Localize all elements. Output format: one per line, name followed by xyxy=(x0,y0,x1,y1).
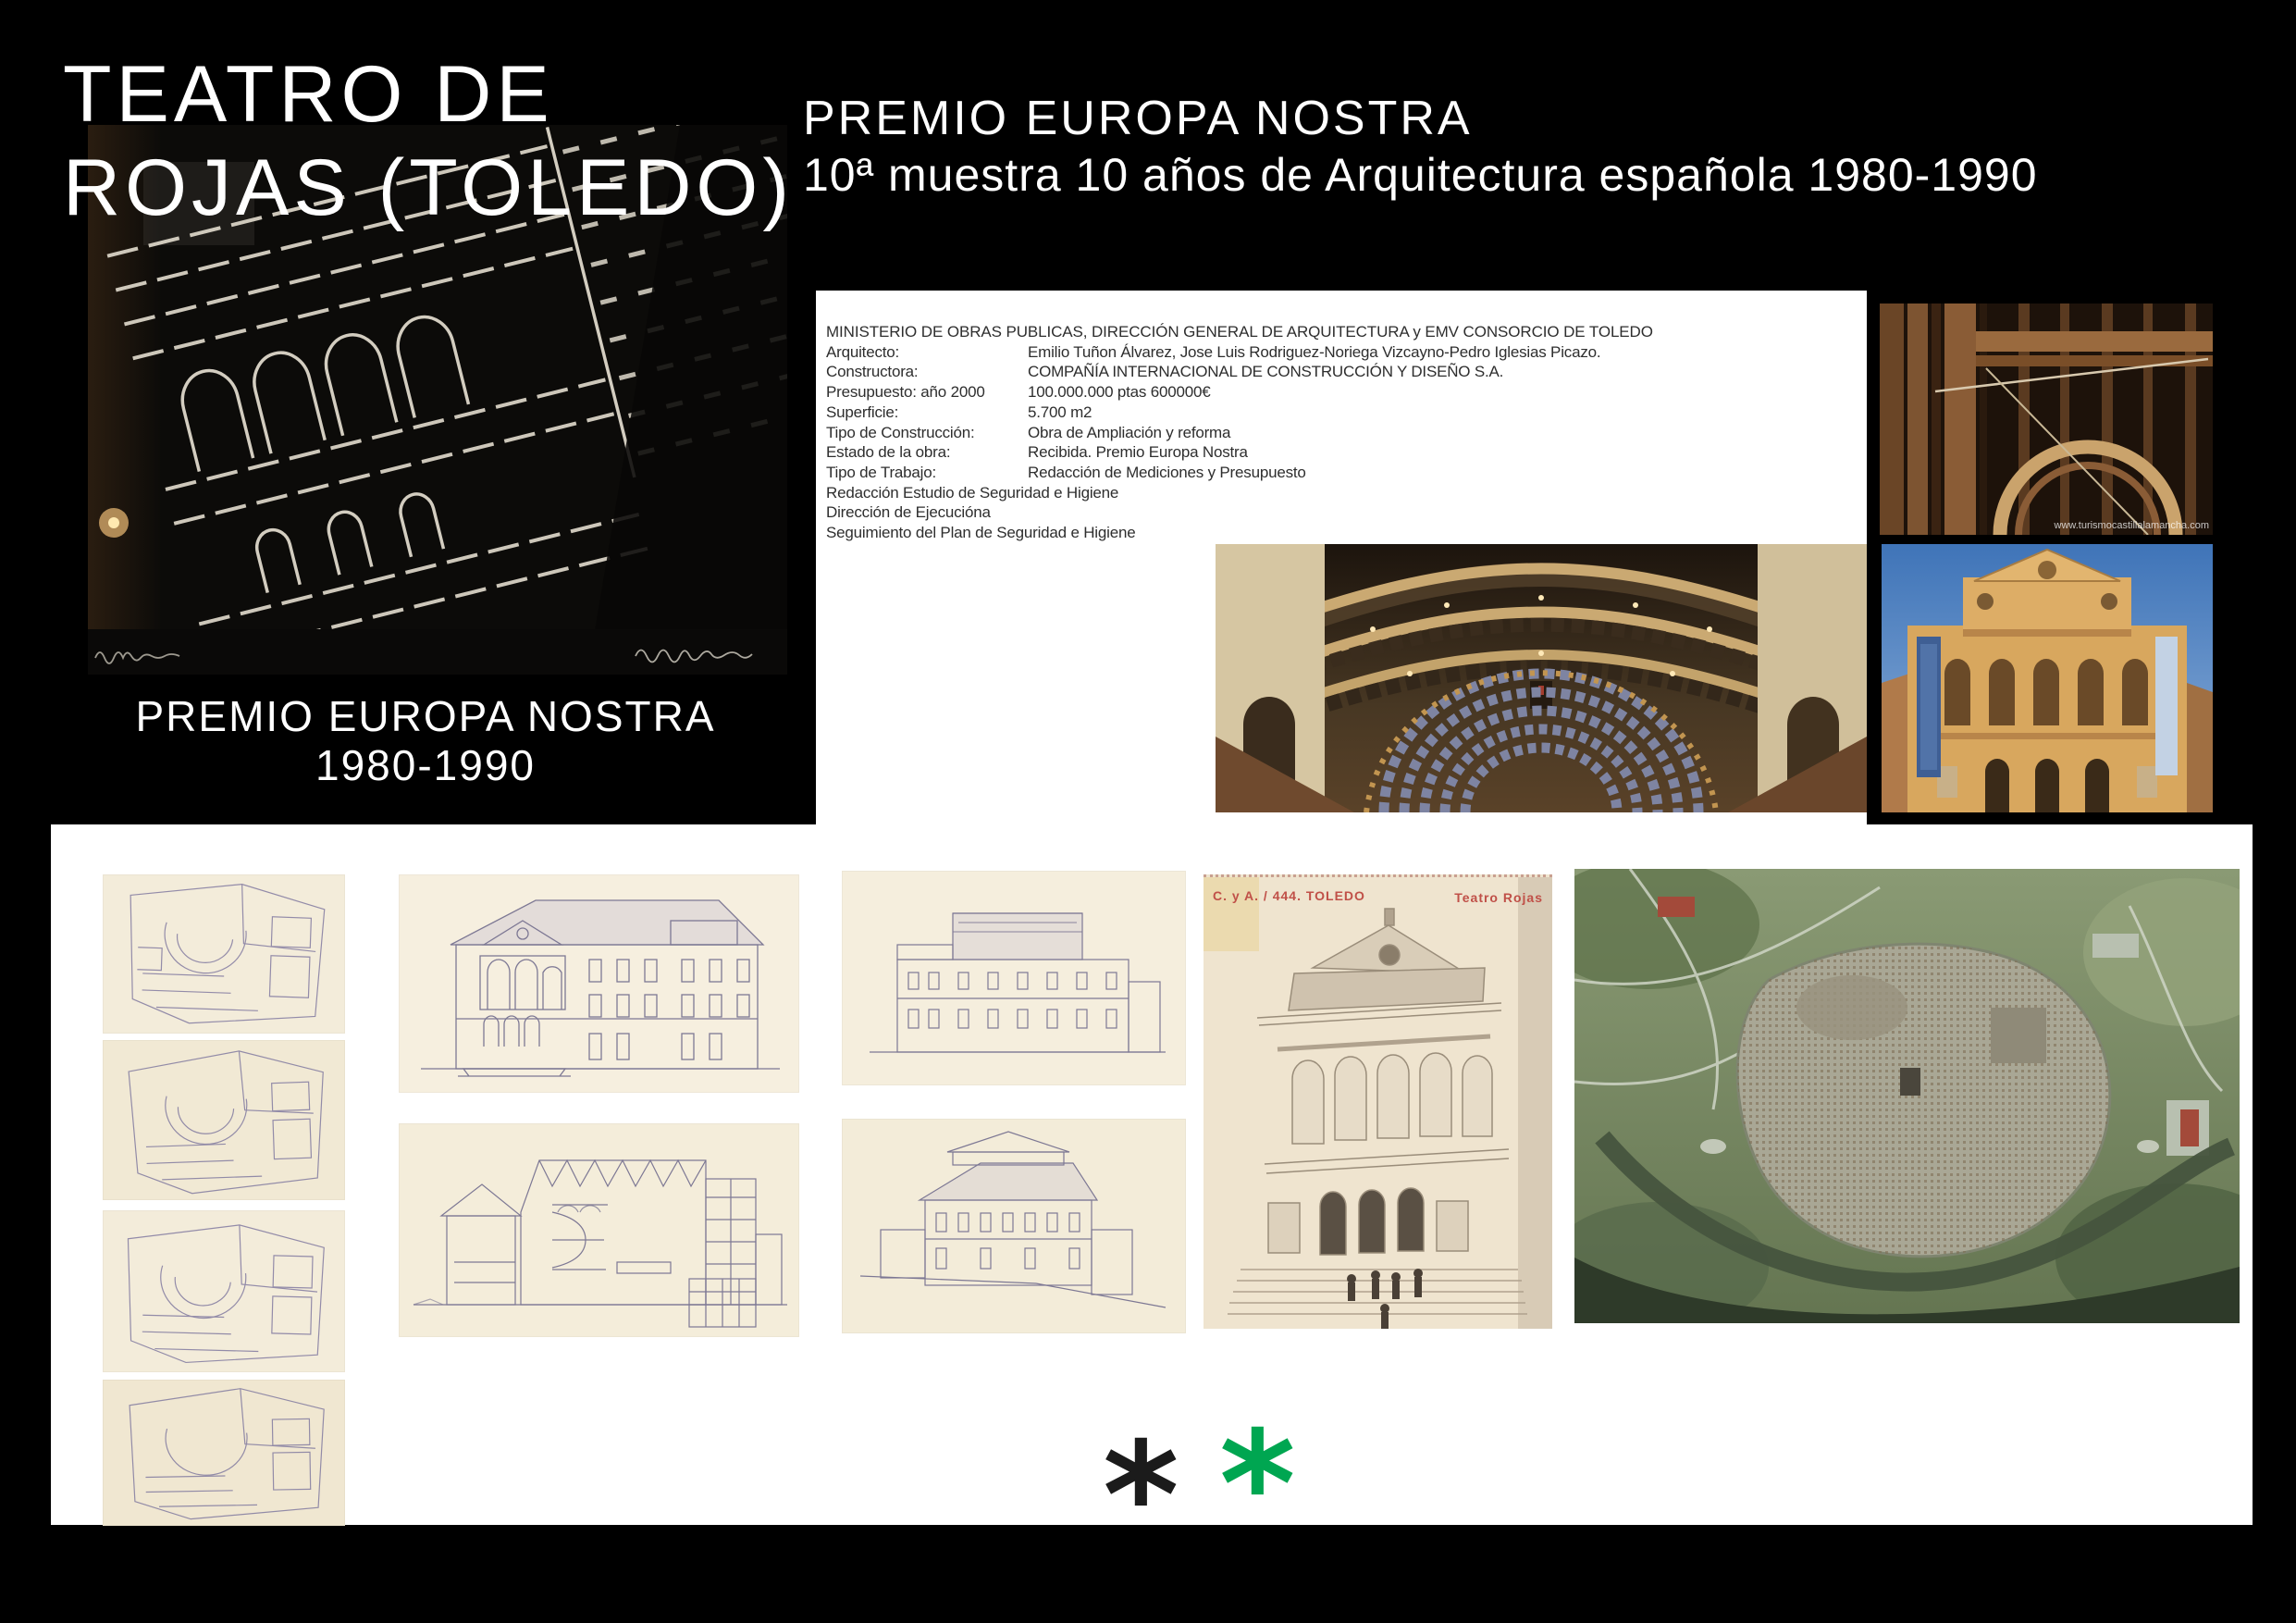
photo-watermark: www.turismocastillalamancha.com xyxy=(2054,520,2209,531)
info-note: Dirección de Ejecucióna xyxy=(826,503,991,522)
cover-title-line2: ROJAS (TOLEDO) xyxy=(63,143,794,233)
toledo-aerial-graphic xyxy=(1574,869,2240,1323)
rear-elevation-drawing xyxy=(842,1119,1186,1333)
info-row xyxy=(826,342,1871,363)
front-elevation-graphic xyxy=(399,874,799,1093)
info-value: 100.000.000 ptas 600000€ xyxy=(1028,383,1211,402)
theater-interior-panorama xyxy=(1216,544,1867,812)
info-label: Tipo de Construcción: xyxy=(826,423,975,441)
info-value: 5.700 m2 xyxy=(1028,403,1092,421)
theater-facade-photo xyxy=(1882,544,2213,812)
info-label: Presupuesto: año 2000 xyxy=(826,383,985,402)
info-value: Redacción de Mediciones y Presupuesto xyxy=(1028,463,1306,481)
front-elevation-drawing xyxy=(399,874,799,1093)
stage-machinery-photo xyxy=(1880,304,2213,535)
info-label: Estado de la obra: xyxy=(826,443,951,462)
floor-plan-graphic xyxy=(102,1378,347,1529)
info-value: Recibida. Premio Europa Nostra xyxy=(1028,443,1248,462)
section-drawing xyxy=(399,1123,799,1337)
footnote-asterisk-green: * xyxy=(1219,1400,1296,1570)
info-label: Arquitecto: xyxy=(826,342,900,361)
stage-machinery-graphic xyxy=(1880,304,2213,535)
info-value: COMPAÑÍA INTERNACIONAL DE CONSTRUCCIÓN Y DISEÑO S.A. xyxy=(1028,363,1504,381)
photo-signature-right xyxy=(632,641,780,665)
project-info-heading: MINISTERIO DE OBRAS PUBLICAS, DIRECCIÓN GENERAL DE ARQUITECTURA y EMV CONSORCIO DE TOLEDO xyxy=(826,323,1653,341)
postcard-caption-left: C. y A. / 444. TOLEDO xyxy=(1213,888,1365,903)
floor-plan-graphic xyxy=(100,1035,348,1204)
cover-award-line2: 1980-1990 xyxy=(315,741,536,790)
side-elevation-graphic xyxy=(842,871,1186,1085)
theater-facade-graphic xyxy=(1882,544,2213,812)
info-value: Emilio Tuñon Álvarez, Jose Luis Rodriguez-Noriega Vizcayno-Pedro Iglesias Picazo. xyxy=(1028,342,1601,361)
side-elevation-drawing xyxy=(842,871,1186,1085)
section-graphic xyxy=(399,1123,799,1337)
cover-title-line1: TEATRO DE xyxy=(63,50,554,139)
floor-plan-drawing-3 xyxy=(103,1210,345,1372)
info-label: Tipo de Trabajo: xyxy=(826,463,937,481)
info-note: Seguimiento del Plan de Seguridad e Higiene xyxy=(826,524,1136,542)
rear-elevation-graphic xyxy=(842,1119,1186,1333)
footnote-asterisk-black: * xyxy=(1103,1411,1179,1581)
theater-interior-graphic xyxy=(1216,544,1867,812)
floor-plan-drawing-4 xyxy=(103,1380,345,1526)
info-label: Constructora: xyxy=(826,363,919,381)
floor-plan-graphic xyxy=(101,1208,347,1376)
photo-signature-left xyxy=(92,643,212,665)
project-info-block xyxy=(826,322,1871,543)
info-row xyxy=(826,362,1871,382)
historic-postcard-photo xyxy=(1204,874,1552,1329)
info-value: Obra de Ampliación y reforma xyxy=(1028,423,1231,441)
cover-award-line1: PREMIO EUROPA NOSTRA xyxy=(135,692,716,740)
floor-plan-graphic xyxy=(100,870,348,1037)
floor-plan-drawing-2 xyxy=(103,1040,345,1200)
info-row xyxy=(826,442,1871,463)
header-subtitle: 10ª muestra 10 años de Arquitectura española 1980-1990 xyxy=(803,149,2038,201)
info-row xyxy=(826,382,1871,403)
info-label: Superficie: xyxy=(826,403,899,421)
info-row xyxy=(826,403,1871,423)
cover-award xyxy=(51,692,800,791)
header-title: PREMIO EUROPA NOSTRA xyxy=(803,92,1473,145)
info-row xyxy=(826,463,1871,483)
cover-title xyxy=(63,48,803,236)
info-note: Redacción Estudio de Seguridad e Higiene xyxy=(826,483,1119,502)
info-row xyxy=(826,423,1871,443)
toledo-aerial-photo xyxy=(1574,869,2240,1323)
postcard-graphic xyxy=(1204,877,1552,1329)
postcard-caption-right: Teatro Rojas xyxy=(1454,890,1543,905)
floor-plan-drawing-1 xyxy=(103,874,345,1034)
